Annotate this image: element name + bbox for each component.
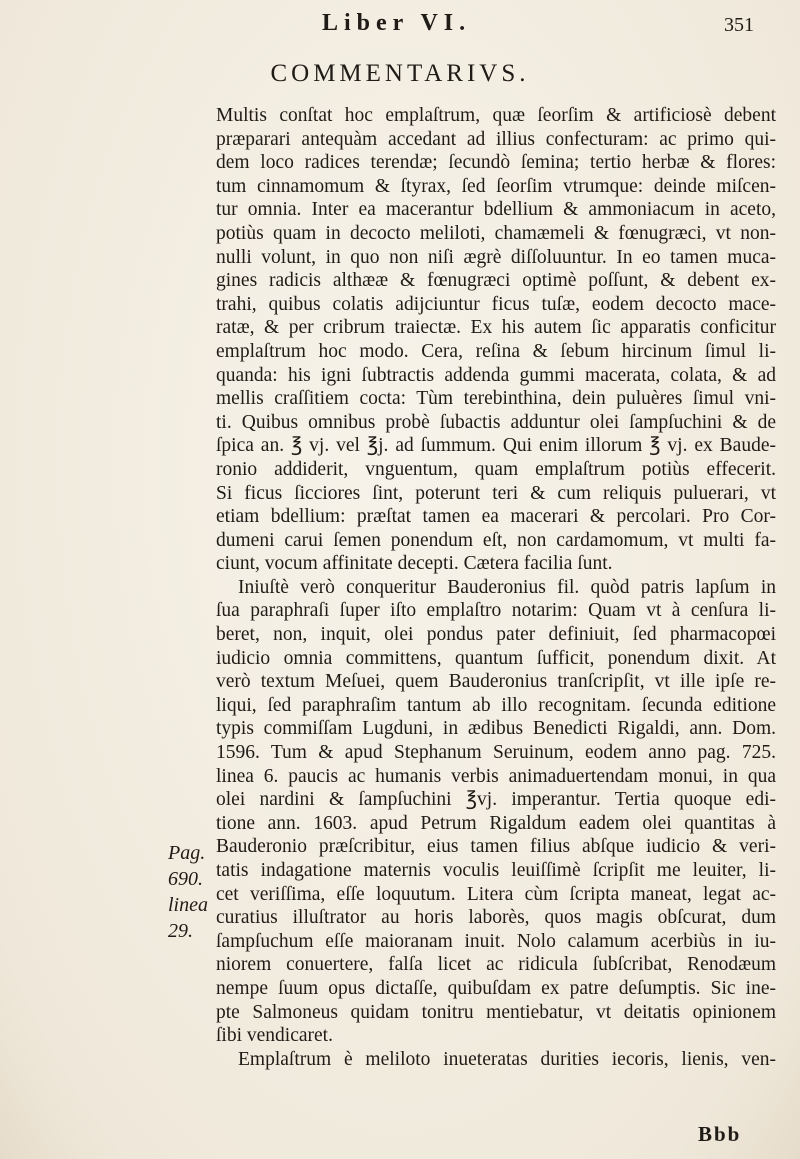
text-line: pte Salmoneus quidam tonitru mentiebatur, vt deitatis opinionem [216,1001,776,1023]
text-line: nulli volunt, in quo non niſi ægrè diſſoluuntur. In eo tamen muca- [216,246,776,268]
running-head [0,6,800,46]
signature-mark: Bbb [698,1122,742,1146]
text-line: Iniuſtè verò conqueritur Bauderonius fil. quòd patris lapſum in [238,576,776,598]
text-line: Multis conſtat hoc emplaſtrum, quæ ſeorſim & artificiosè debent [216,105,776,126]
page-number: 351 [724,14,754,36]
text-line: etiam bdellium: præſtat tamen ea macerari & percolari. Pro Cor- [216,506,776,528]
text-line: typis commiſſam Lugduni, in ædibus Benedicti Rigaldi, ann. Dom. [216,718,776,740]
text-line: dem loco radices terendæ; ſecundò ſemina; tertio herbæ & flores: [216,152,776,174]
text-line: olei nardini & ſampſuchini ℥vj. imperantur. Tertia quoque edi- [216,789,776,811]
text-line: trahi, quibus colatis adijciuntur ficus tuſæ, eodem decocto mace- [216,293,776,315]
text-line: ratæ, & per cribrum traiectæ. Ex his autem ſic apparatis conficitur [216,317,776,339]
text-line: curatius illuſtrator au horis laborès, quos magis obſcurat, dum [216,907,776,929]
text-line: ſua paraphraſi ſuper iſto emplaſtro notarim: Quam vt à cenſura li- [216,600,776,622]
text-line: mellis craſſitiem cocta: Tùm terebinthina, dein puluères ſimul vni- [216,388,776,410]
text-line: dumeni carui ſemen ponendum eſt, non cardamomum, vt multi fa- [216,529,776,551]
text-line: iudicio omnia committens, quantum ſufficit, ponendum dixit. At [216,647,776,669]
text-line: ronio addiderit, vnguentum, quam emplaſtrum potiùs effecerit. [216,458,776,480]
margin-note-line: linea [168,894,208,916]
text-line: tur omnia. Inter ea macerantur bdellium & ammoniacum in aceto, [216,199,776,221]
text-line: nempe ſuum opus dictaſſe, quibuſdam ex patre deſumptis. Sic ine- [216,977,776,999]
text-line: Bauderonio præſcribitur, eius tamen filius abſque iudicio & veri- [216,836,776,858]
text-line: tatis indagatione maternis voculis leuiſſimè ſcripſit me leuiter, li- [216,860,776,881]
text-line: niorem conuertere, falſa licet ac ridicula ſubſcribat, Renodæum [216,954,776,976]
margin-note-line: Pag. [168,842,206,864]
text-line: ſpica an. ℥ vj. vel ℥j. ad ſummum. Qui enim illorum ℥ vj. ex Baude- [216,435,776,457]
margin-note [168,840,212,944]
text-line: tum cinnamomum & ſtyrax, ſed ſeorſim vtrumque: deinde miſcen- [216,175,776,197]
section-title: COMMENTARIVS. [270,60,530,87]
text-line: verò textum Meſuei, quem Bauderonius tranſcripſit, vt ille ipſe re- [216,671,776,693]
text-line: potiùs quam in decocto meliloti, chamæmeli & fœnugræci, vt non- [216,222,776,244]
text-line: ciunt, vocum affinitate decepti. Cætera facilia ſunt. [216,553,613,575]
text-line: emplaſtrum hoc modo. Cera, reſina & ſebum hircinum ſimul li- [216,340,776,362]
running-head-title: Liber VI. [322,10,472,36]
text-line: ſibi vendicaret. [216,1025,333,1047]
text-line: ſampſuchum eſſe maioranam inuit. Nolo calamum acerbiùs in iu- [216,930,776,952]
margin-note-line: 690. [168,868,203,890]
text-line: cet veriſſima, eſſe loquutum. Litera cùm ſcripta maneat, legat ac- [216,883,776,905]
commentary-body [216,104,776,1071]
text-line: præparari antequàm accedant ad illius confecturam: ac primo qui- [216,128,776,150]
text-line: Si ficus ſicciores ſint, poterunt teri & cum reliquis puluerari, vt [216,482,776,504]
text-line: ti. Quibus omnibus probè ſubactis adduntur olei ſampſuchini & de [216,411,776,433]
text-line: 1596. Tum & apud Stephanum Seruinum, eodem anno pag. 725. [216,742,776,764]
text-line: quanda: his igni ſubtractis addenda gummi macerata, colata, & ad [216,364,776,386]
text-line: linea 6. paucis ac humanis verbis animaduertendam monui, in qua [216,765,776,787]
margin-note-line: 29. [168,920,193,942]
text-line: liqui, ſed paraphraſim tantum ab illo recognitam. ſecunda editione [216,694,776,716]
text-line: Emplaſtrum è meliloto inueteratas durities iecoris, lienis, ven- [238,1048,776,1070]
text-line: tione ann. 1603. apud Petrum Rigaldum eadem olei quantitas à [216,812,776,834]
text-line: gines radicis althææ & fœnugræci optimè poſſunt, & debent ex- [216,270,776,292]
text-line: beret, non, inquit, olei pondus pater definiuit, ſed pharmacopœi [216,624,776,646]
